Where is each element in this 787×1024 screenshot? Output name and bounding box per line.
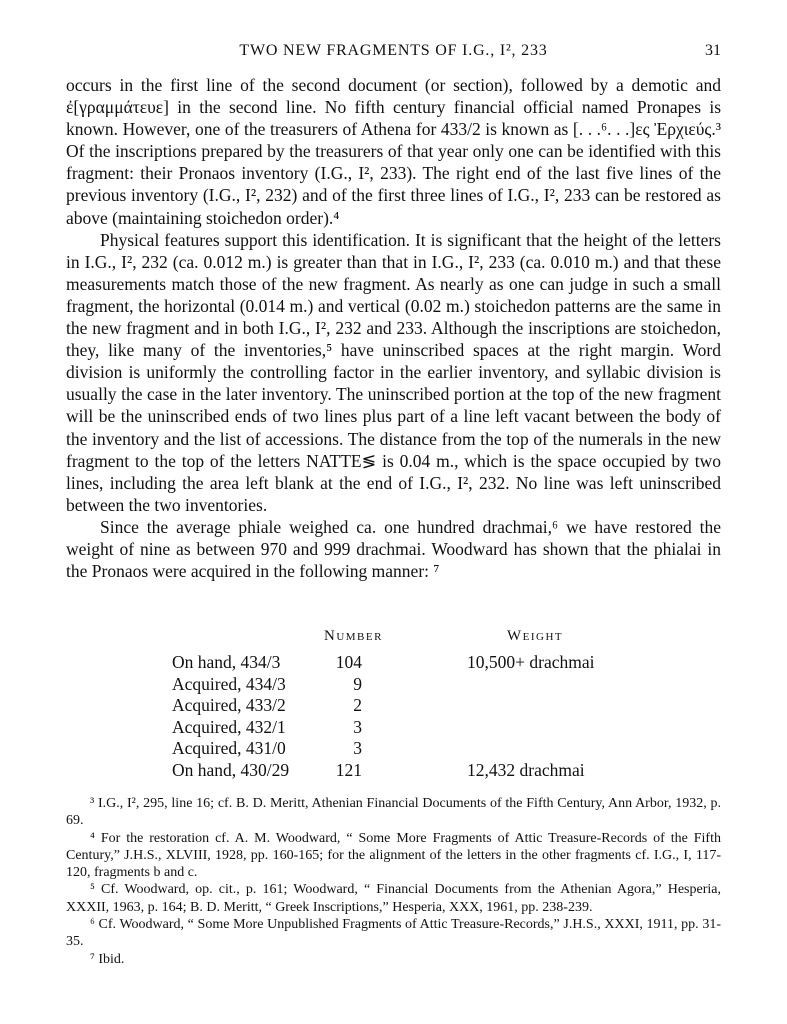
row-number: 9 [353, 673, 362, 694]
page-number: 31 [705, 42, 721, 59]
running-title: TWO NEW FRAGMENTS OF I.G., I², 233 [239, 42, 548, 59]
row-number: 104 [335, 652, 362, 672]
row-number: 3 [353, 716, 362, 737]
table-row [172, 674, 652, 695]
paragraph-3: Since the average phiale weighed ca. one hundred drachmai,⁶ we have restored the weight of nine as between 970 and 999 drachmai. Woodward has shown that the phialai in the Pronaos were acquired in the following manner: ⁷ [66, 516, 721, 582]
running-header [66, 42, 721, 64]
paragraph-1: occurs in the first line of the second document (or section), followed by a demotic and ἐ[γραμμάτευε] in the second line. No fifth century financial official named Pronapes is known. However, one of the treasurers of Athena for 433/2 is known as [. . .⁶. . .]ες Ἐρχιεύς.³ Of the inscriptions prepared by the treasurers of that year only one can be identified with this fragment: their Pronaos inventory (I.G., I², 233). The right end of the last five lines of the previous inventory (I.G., I², 232) and of the first three lines of I.G., I², 233 can be restored as above (maintaining stoichedon order).⁴ [66, 75, 721, 228]
row-weight: 12,432 drachmai [467, 759, 585, 780]
row-label: Acquired, 434/3 [172, 673, 286, 694]
table-row [172, 738, 652, 759]
row-label: Acquired, 432/1 [172, 716, 286, 737]
phialai-table [172, 628, 652, 778]
row-weight: 10,500+ drachmai [467, 652, 595, 672]
row-label: Acquired, 433/2 [172, 695, 286, 715]
column-header-weight: Weight [507, 628, 564, 644]
column-header-number: Number [324, 628, 383, 644]
footnote-4: ⁴ For the restoration cf. A. M. Woodward, “ Some More Fragments of Attic Treasure-Records of the Fifth Century,” J.H.S., XLVIII, 1928, pp. 160-165; for the alignment of the letters in the other fragments cf. I.G., I, 117-120, fragments b and c. [66, 830, 721, 881]
row-number: 121 [335, 759, 362, 780]
paragraph-2: Physical features support this identification. It is significant that the height of the letters in I.G., I², 232 (ca. 0.012 m.) is greater than that in I.G., I², 233 (ca. 0.010 m.) and that these measurements match those of the new fragment. As nearly as one can judge in such a small fragment, the horizontal (0.014 m.) and vertical (0.02 m.) stoichedon patterns are the same in the new fragment and in both I.G., I², 232 and 233. Although the inscriptions are stoichedon, they, like many of the inventories,⁵ have uninscribed spaces at the right margin. Word division is uniformly the controlling factor in the earlier inventory, and syllabic division is usually the case in the later inventory. The uninscribed portion at the top of the new fragment will be the uninscribed ends of two lines plus part of a line left vacant between the body of the inventory and the list of accessions. The distance from the top of the numerals in the new fragment to the top of the letters NATTE≶ is 0.04 m., which is the space occupied by two lines, including the area left blank at the end of I.G., I², 232. No line was left uninscribed between the two inventories. [66, 229, 721, 515]
table-row [172, 652, 652, 673]
row-number: 2 [353, 695, 362, 715]
footnote-6: ⁶ Cf. Woodward, “ Some More Unpublished Fragments of Attic Treasure-Records,” J.H.S., XXXI, 1911, pp. 31-35. [66, 917, 721, 950]
main-text [66, 74, 721, 582]
footnote-7: ⁷ Ibid. [90, 951, 125, 967]
row-label: On hand, 430/29 [172, 759, 290, 780]
footnote-3: ³ I.G., I², 295, line 16; cf. B. D. Meritt, Athenian Financial Documents of the Fifth Century, Ann Arbor, 1932, p. 69. [66, 796, 721, 829]
table-row [172, 760, 652, 781]
row-label: On hand, 434/3 [172, 652, 281, 672]
table-row [172, 695, 652, 716]
row-number: 3 [353, 738, 362, 758]
footnotes [66, 795, 721, 968]
row-label: Acquired, 431/0 [172, 738, 286, 758]
table-row [172, 717, 652, 738]
footnote-5: ⁵ Cf. Woodward, op. cit., p. 161; Woodward, “ Financial Documents from the Athenian Agora,” Hesperia, XXXII, 1963, p. 164; B. D. Meritt, “ Greek Inscriptions,” Hesperia, XXX, 1961, pp. 238-239. [66, 882, 721, 915]
